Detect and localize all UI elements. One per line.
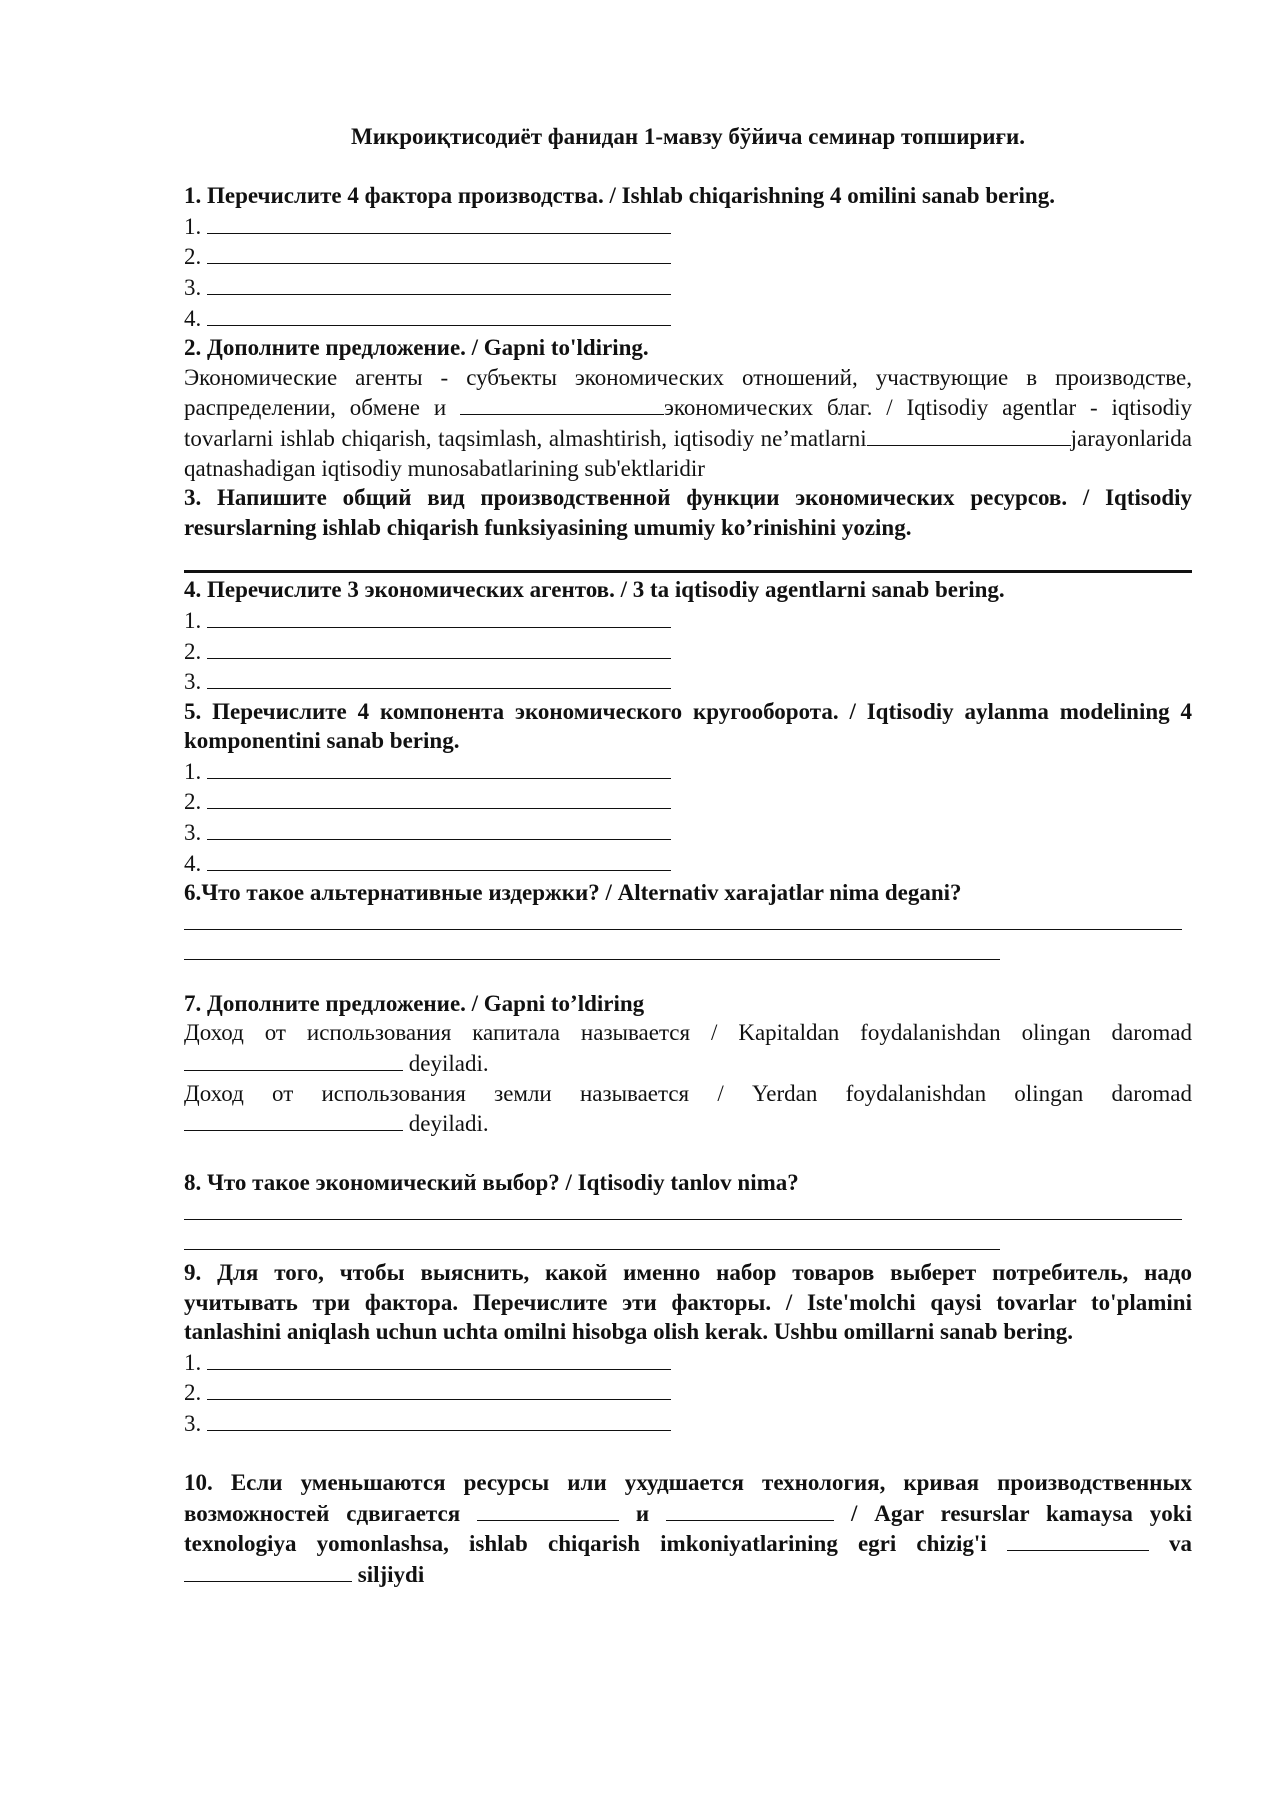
answer-list-5 bbox=[184, 756, 1192, 878]
answer-blank[interactable] bbox=[460, 392, 664, 415]
answer-line: 1. bbox=[184, 605, 1192, 636]
answer-blank[interactable] bbox=[184, 1048, 403, 1071]
answer-blank[interactable] bbox=[207, 605, 671, 628]
answer-line[interactable] bbox=[184, 1198, 1182, 1220]
question-7-sentence-2: Доход от использования земли называется / Yerdan foydalanishdan olingan daromad bbox=[184, 1080, 1192, 1106]
question-6: 6.Что такое альтернативные издержки? / Alternativ xarajatlar nima degani? bbox=[184, 880, 962, 906]
answer-line: 3. bbox=[184, 817, 1192, 848]
question-7-sentence-2-end: deyiladi. bbox=[184, 1108, 1192, 1139]
question-2: 2. Дополните предложение. / Gapni to'ldiring. bbox=[184, 335, 649, 361]
answer-list-4 bbox=[184, 605, 1192, 697]
answer-blank[interactable] bbox=[207, 272, 671, 295]
answer-line: 1. bbox=[184, 211, 1192, 242]
answer-line: 3. bbox=[184, 666, 1192, 697]
answer-line: 3. bbox=[184, 1408, 1192, 1439]
answer-line: 4. bbox=[184, 848, 1192, 879]
answer-blank[interactable] bbox=[867, 423, 1071, 446]
question-7-sentence-1-end: deyiladi. bbox=[184, 1048, 1192, 1079]
answer-line[interactable] bbox=[184, 1228, 1000, 1250]
answer-line: 2. bbox=[184, 1377, 1192, 1408]
answer-line: 1. bbox=[184, 1347, 1192, 1378]
answer-blank[interactable] bbox=[207, 1377, 671, 1400]
answer-blank[interactable] bbox=[184, 1559, 352, 1582]
question-5: 5. Перечислите 4 компонента экономического кругооборота. / Iqtisodiy aylanma modelining 4 komponentini sanab bering. bbox=[184, 698, 1192, 754]
answer-line: 3. bbox=[184, 272, 1192, 303]
answer-blank[interactable] bbox=[207, 303, 671, 326]
answer-line: 2. bbox=[184, 241, 1192, 272]
answer-blank[interactable] bbox=[207, 211, 671, 234]
answer-blank[interactable] bbox=[207, 817, 671, 840]
question-7-sentence-1: Доход от использования капитала называется / Kapitaldan foydalanishdan olingan daromad bbox=[184, 1020, 1192, 1046]
answer-blank[interactable] bbox=[666, 1498, 834, 1521]
answer-blank[interactable] bbox=[1007, 1528, 1149, 1551]
question-4: 4. Перечислите 3 экономических агентов. / 3 ta iqtisodiy agentlarni sanab bering. bbox=[184, 577, 1005, 603]
answer-line[interactable] bbox=[184, 938, 1000, 960]
answer-blank[interactable] bbox=[207, 848, 671, 871]
answer-blank[interactable] bbox=[207, 1347, 671, 1370]
answer-line: 1. bbox=[184, 756, 1192, 787]
worksheet-page bbox=[184, 122, 1192, 1590]
answer-blank[interactable] bbox=[207, 786, 671, 809]
answer-blank[interactable] bbox=[207, 636, 671, 659]
question-3: 3. Напишите общий вид производственной функции экономических ресурсов. / Iqtisodiy resurslarning ishlab chiqarish funksiyasining umumiy ko’rinishini yozing. bbox=[184, 485, 1192, 540]
answer-blank[interactable] bbox=[207, 1408, 671, 1431]
answer-line: 2. bbox=[184, 786, 1192, 817]
question-8: 8. Что такое экономический выбор? / Iqtisodiy tanlov nima? bbox=[184, 1170, 799, 1196]
answer-list-9 bbox=[184, 1347, 1192, 1439]
answer-blank[interactable] bbox=[477, 1498, 619, 1521]
question-2-sentence: Экономические агенты - субъекты экономических отношений, участвующие в производстве, распределении, обмене и экономических благ. / Iqtisodiy agentlar - iqtisodiy tovarlarni ishlab chiqarish, taqsimlash, almashtirish, iqtisodiy ne’matlarni jarayonlarida qatnashadigan iqtisodiy munosabatlarining sub'ektlaridir bbox=[184, 364, 1192, 481]
question-1: 1. Перечислите 4 фактора производства. / Ishlab chiqarishning 4 omilini sanab bering. bbox=[184, 183, 1055, 209]
answer-line[interactable] bbox=[184, 908, 1182, 930]
answer-blank[interactable] bbox=[207, 666, 671, 689]
question-9: 9. Для того, чтобы выяснить, какой именно набор товаров выберет потребитель, надо учитывать три фактора. Перечислите эти факторы. / Iste'molchi qaysi tovarlar to'plamini tanlashini aniqlash uchun uchta omilni hisobga olish kerak. Ushbu omillarni sanab bering. bbox=[184, 1260, 1192, 1345]
answer-blank[interactable] bbox=[184, 1108, 403, 1131]
question-7: 7. Дополните предложение. / Gapni to’ldiring bbox=[184, 990, 645, 1016]
answer-line-thick[interactable] bbox=[184, 548, 1192, 573]
page-title: Микроиқтисодиёт фанидан 1-мавзу бўйича семинар топшириғи. bbox=[351, 124, 1025, 149]
answer-list-1 bbox=[184, 211, 1192, 333]
question-10: 10. Если уменьшаются ресурсы или ухудшается технология, кривая производственных возможностей сдвигается и / Agar resurslar kamaysa yoki texnologiya yomonlashsa, ishlab chiqarish imkoniyatlarining egri chizig'i va siljiydi bbox=[184, 1470, 1193, 1587]
answer-blank[interactable] bbox=[207, 756, 671, 779]
answer-blank[interactable] bbox=[207, 241, 671, 264]
answer-line: 4. bbox=[184, 303, 1192, 334]
answer-line: 2. bbox=[184, 636, 1192, 667]
